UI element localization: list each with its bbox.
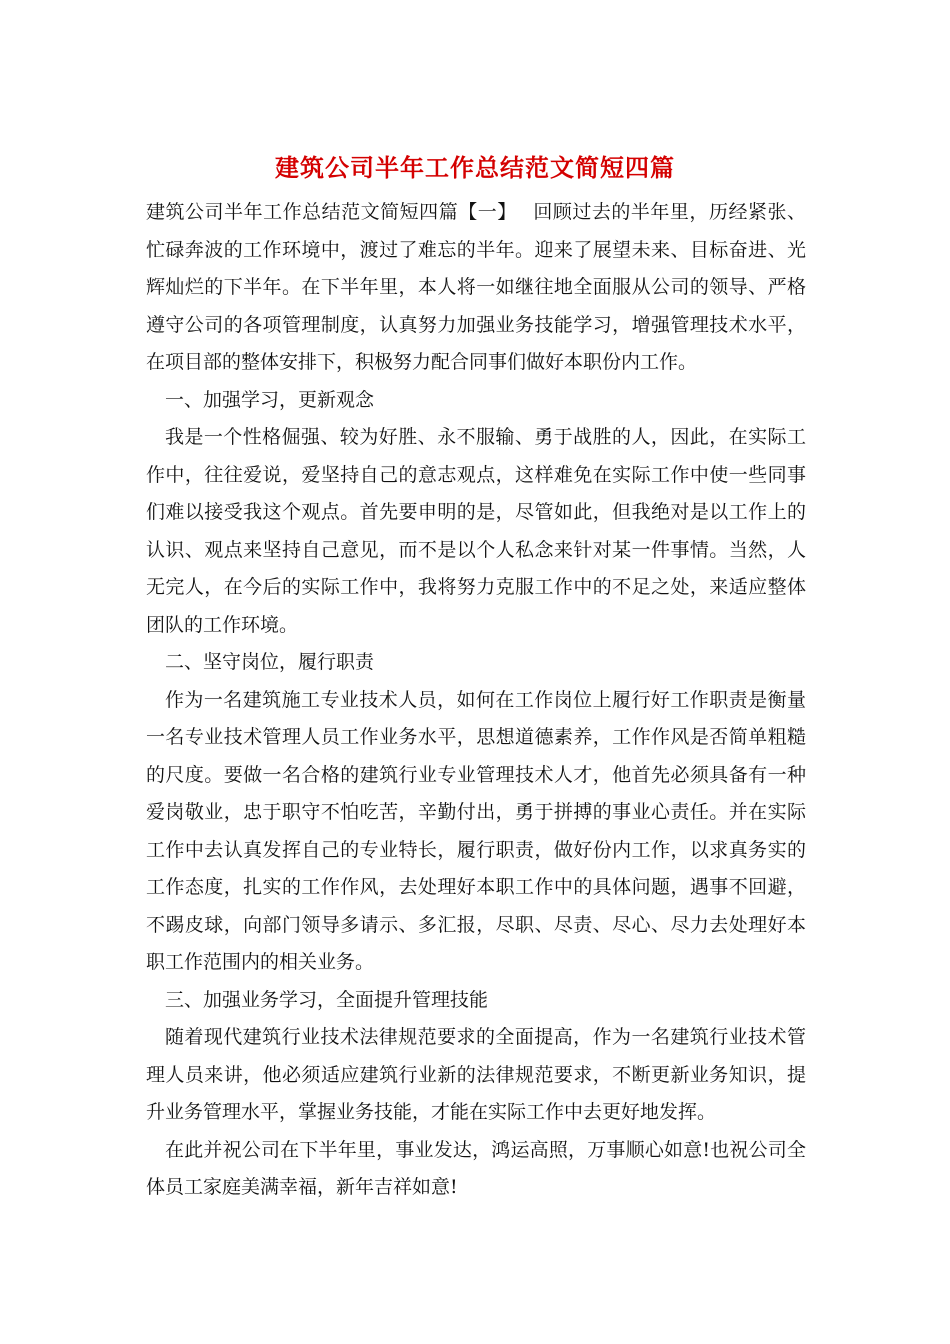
document-title: 建筑公司半年工作总结范文简短四篇 bbox=[275, 153, 675, 182]
section-1-paragraph: 我是一个性格倔强、较为好胜、永不服输、勇于战胜的人，因此，在实际工作中，往往爱说，爱坚持自己的意志观点，这样难免在实际工作中使一些同事们难以接受我这个观点。首先要申明的是，尽管如此，但我绝对是以工作上的认识、观点来坚持自己意见，而不是以个人私念来针对某一件事情。当然，人无完人，在今后的实际工作中，我将努力克服工作中的不足之处，来适应整体团队的工作环境。 bbox=[146, 426, 806, 636]
section-2-paragraph: 作为一名建筑施工专业技术人员，如何在工作岗位上履行好工作职责是衡量一名专业技术管理人员工作业务水平，思想道德素养，工作作风是否简单粗糙的尺度。要做一名合格的建筑行业专业管理技术人才，他首先必须具备有一种爱岗敬业，忠于职守不怕吃苦，辛勤付出，勇于拼搏的事业心责任。并在实际工作中去认真发挥自己的专业特长，履行职责，做好份内工作，以求真务实的工作态度，扎实的工作作风，去处理好本职工作中的具体问题，遇事不回避，不踢皮球，向部门领导多请示、多汇报，尽职、尽责、尽心、尽力去处理好本职工作范围内的相关业务。 bbox=[146, 688, 806, 973]
section-3-paragraph: 随着现代建筑行业技术法律规范要求的全面提高，作为一名建筑行业技术管理人员来讲，他必须适应建筑行业新的法律规范要求，不断更新业务知识，提升业务管理水平，掌握业务技能，才能在实际工作中去更好地发挥。 bbox=[146, 1026, 806, 1123]
section-heading-3: 三、加强业务学习，全面提升管理技能 bbox=[165, 988, 489, 1011]
document-body bbox=[146, 194, 806, 1207]
section-heading-1: 一、加强学习，更新观念 bbox=[165, 388, 375, 411]
section-heading-2: 二、坚守岗位，履行职责 bbox=[165, 651, 375, 673]
closing-paragraph: 在此并祝公司在下半年里，事业发达，鸿运高照，万事顺心如意!也祝公司全体员工家庭美满幸福，新年吉祥如意! bbox=[146, 1138, 806, 1198]
intro-paragraph: 建筑公司半年工作总结范文简短四篇【一】 回顾过去的半年里，历经紧张、忙碌奔波的工作环境中，渡过了难忘的半年。迎来了展望未来、目标奋进、光辉灿烂的下半年。在下半年里，本人将一如继往地全面服从公司的领导、严格遵守公司的各项管理制度，认真努力加强业务技能学习，增强管理技术水平，在项目部的整体安排下，积极努力配合同事们做好本职份内工作。 bbox=[146, 201, 806, 373]
